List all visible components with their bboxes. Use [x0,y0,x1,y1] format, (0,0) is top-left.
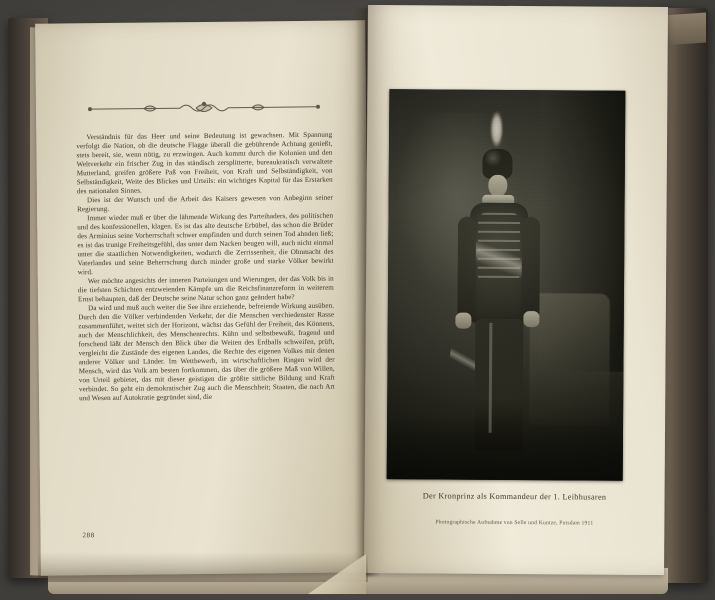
body-text-column [76,131,335,404]
plate-frame [387,89,626,481]
headpiece-ornament-icon [84,99,324,118]
photo-grain [387,89,626,481]
page-number: 288 [82,531,95,540]
right-page [364,5,668,575]
left-page [35,20,371,575]
plate-caption: Der Kronprinz als Kommandeur der 1. Leibhusaren [422,491,607,502]
paragraph: Wer möchte angesichts der inneren Parteiungen und Wierungen, der das Volk bis in die tiefsten Schichten entzweienden Kämpfe um die Reichsfinanzreform in weiterem Ernst behaupten, daß der Deutsche seine Natur schon ganz geändert habe? [77,274,334,304]
plate-credit: Photographische Aufnahme von Selle und Kuntze, Potsdam 1911 [435,519,594,527]
left-page-content [35,20,371,575]
book-board-right [662,8,708,583]
paragraph: Immer wieder muß er über die lähmende Wirkung des Parteihaders, des politischen und des konfessionellen, klagen. Es ist das alte deutsche Erbübel, das schon die Brüder des Arminius seine Vorherrschaft schwer empfinden und durch seinen Tod ahnden ließ; es ist das trunige Freiheitsgefühl, das unter dem Nacken beugen will, auch nicht einmal unter die staatlichen Notwendigkeiten, wodurch die Zerrissenheit, die Ohnmacht des Vaterlandes und seine Beherrschung durch minder große und starke Völker bewirkt wird. [77,211,334,277]
book-board-right-top [662,12,706,45]
photograph [387,89,626,481]
paragraph: Verständnis für das Heer und seine Bedeutung ist gewachsen. Mit Spannung verfolgt die Nation, ob die deutsche Flagge überall die gebührende Achtung genießt, stets bereit, sie, wenn nötig, zu erzwingen. Auch kommt durch die Kolonien und den Weltverkehr ein frischer Zug in das ständisch zersplitterte, bureaukratisch verwaltete Mutterland, greifen größere Paß von Freiheit, von Kraft und Selbständigkeit, von Selbständigkeit, Weite des Blickes und Urteils: ein wichtiges Kapital für das Erstarken des nationalen Sinnes. [76,130,333,196]
open-book [8,0,708,600]
paragraph: Da wird und muß auch weiter die See ihre erziehende, befreiende Wirkung ausüben. Durch den die Völker verbindenden Verkehr, der die Menschen verchiedenster Rasse zusammenführt, weitet sich der Horizont, wächst das Gefühl der Freiheit, des Könnens, auch der Menschlichkeit, des Menschenrechts. Kühn und selbstbewußt, fragend und forschend läßt der Mensch den Blick über die Weiten des Erdballs schweifen, prüft, vergleicht die Zustände des eigenen Landes, die Rechte des eigenen Volkes mit denen anderer Völker und Länder. Im Wettbewerb, im wirtschaftlichen Ringen wird der Mensch, wird das Volk am besten fortkommen, das über die größere Maß von Willen, von Urteil gebietet, das mit dieser geistigen die größte sittliche Bildung und Kraft verbindet. So geht ein demokratischer Zug auch die Menschheit; Staaten, die nach Art und Wesen auf Autokratie gegründet sind, die [78,301,335,403]
paragraph: Dies ist der Wunsch und die Arbeit des Kaisers gewesen von Anbeginn seiner Regierung. [77,193,333,214]
